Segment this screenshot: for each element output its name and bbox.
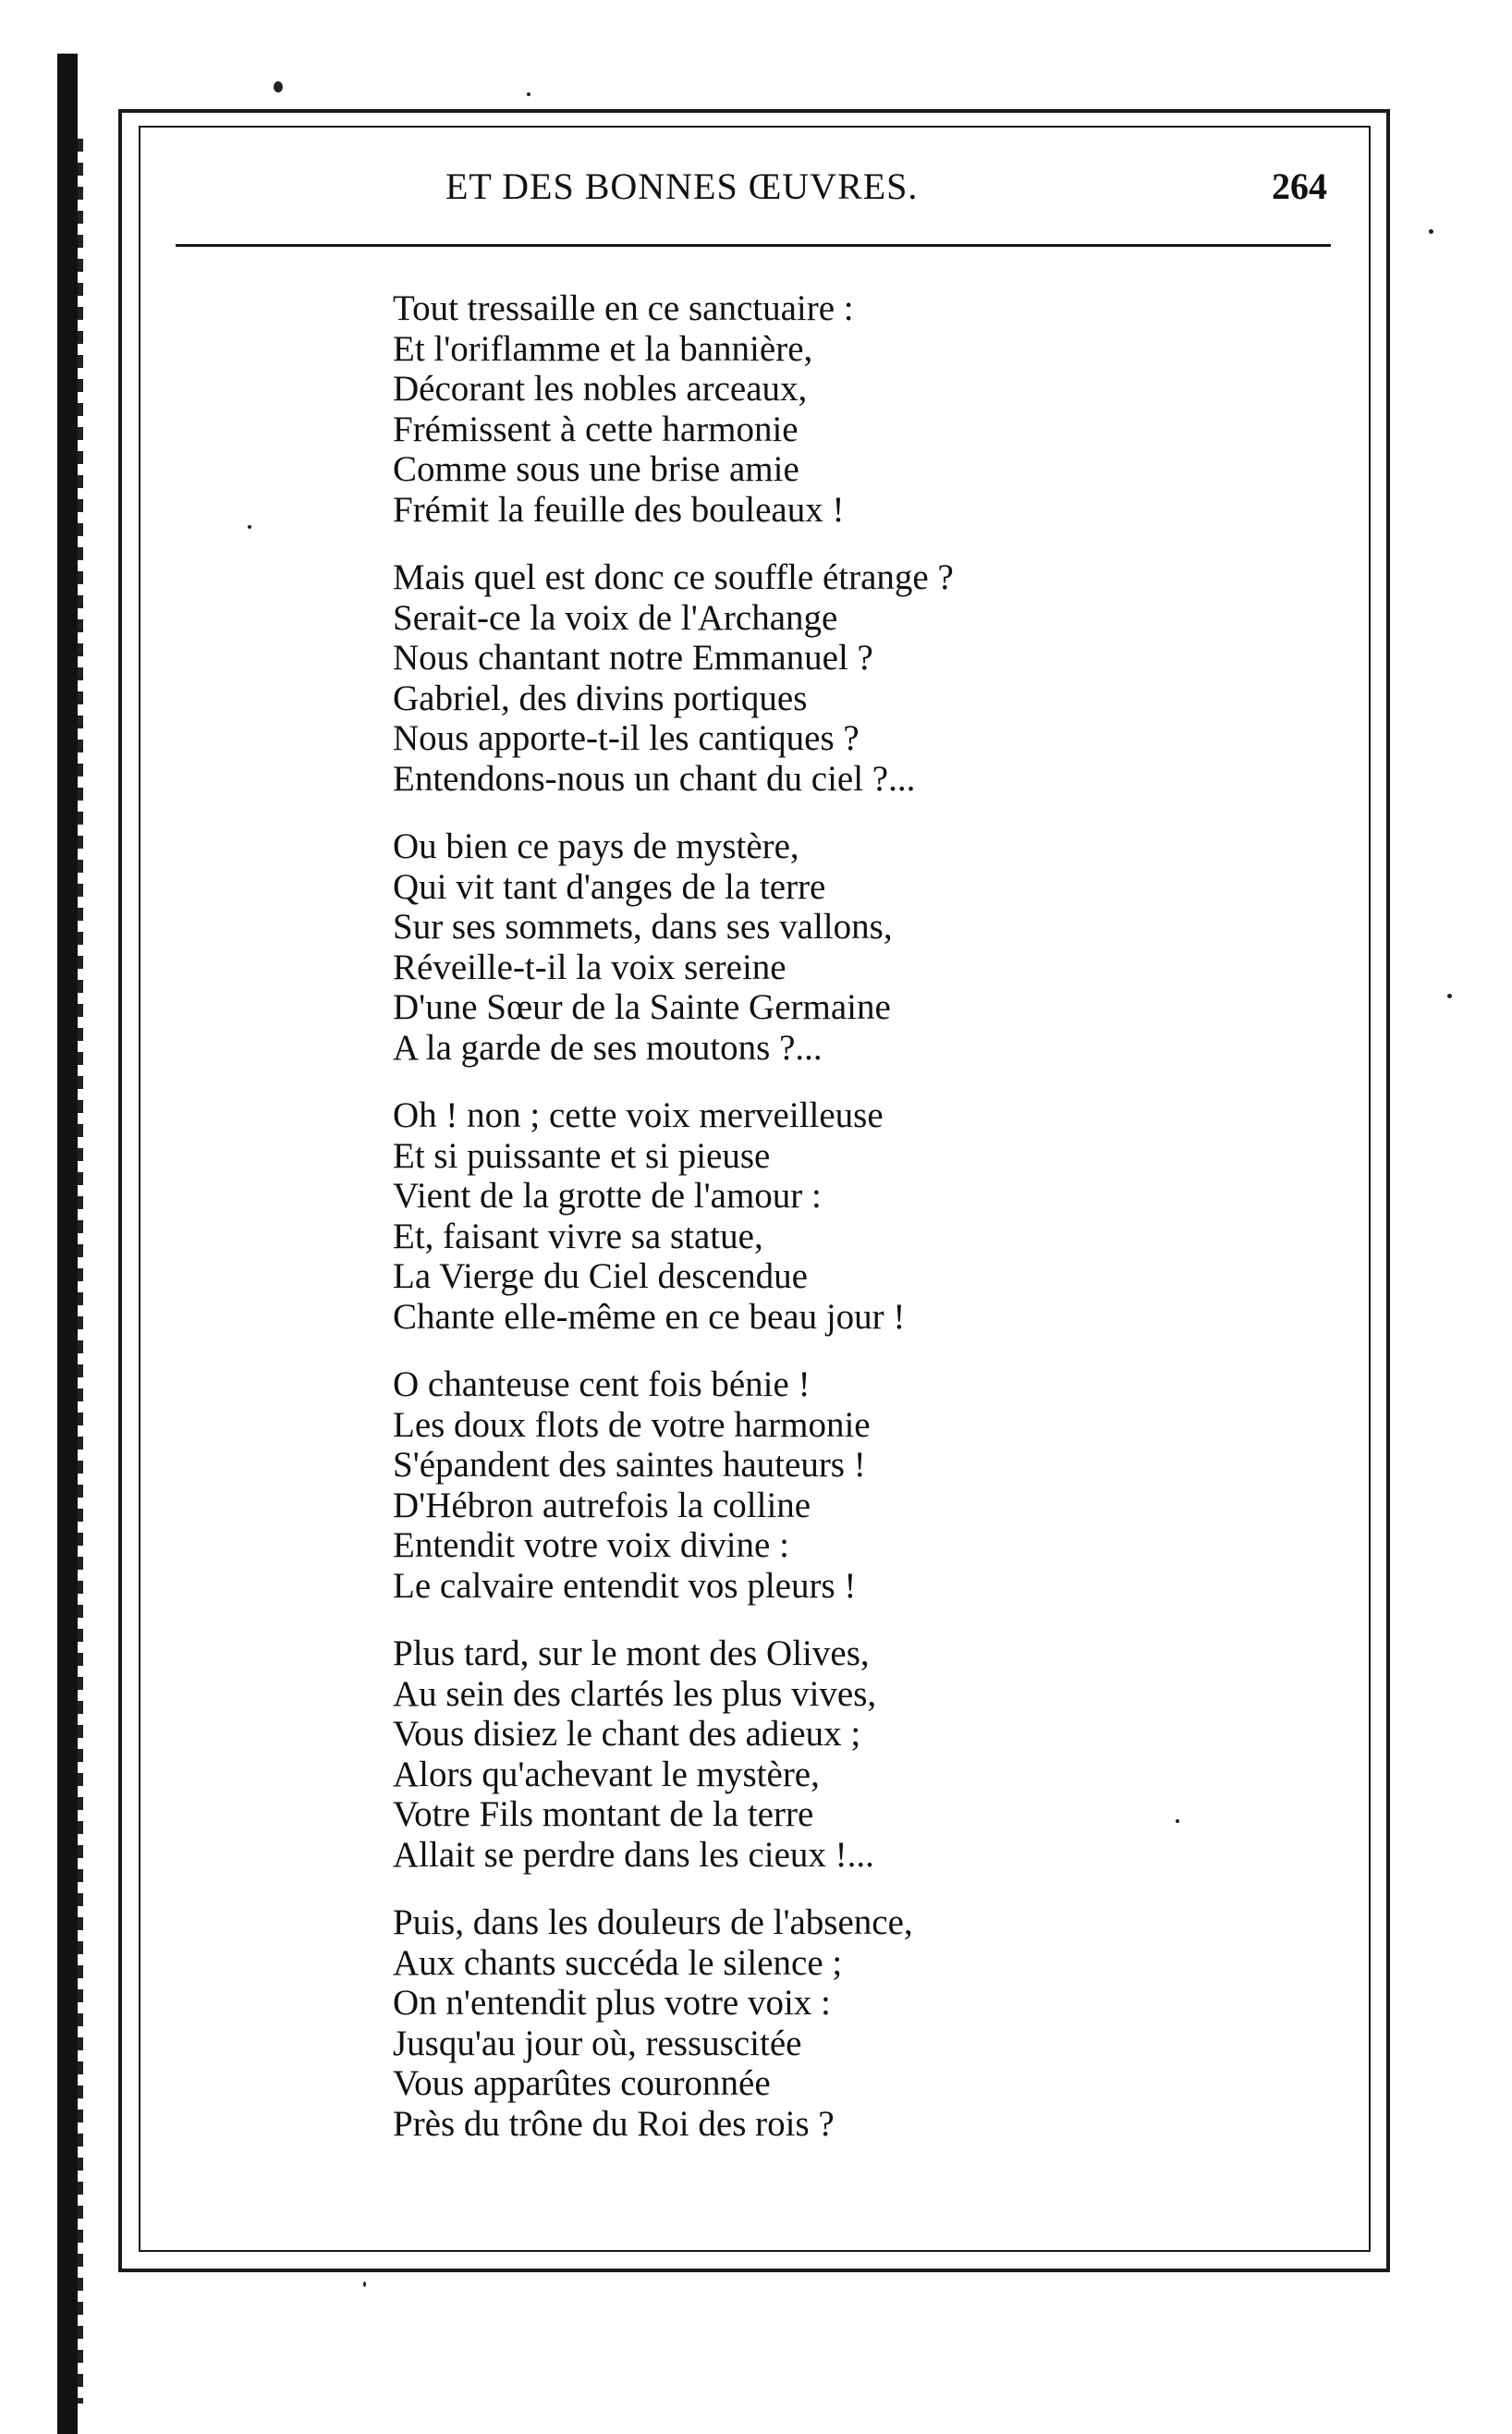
verse-line: Allait se perdre dans les cieux !...	[393, 1834, 874, 1875]
verse-line: Alors qu'achevant le mystère,	[393, 1754, 820, 1794]
stanza	[393, 288, 1280, 530]
verse-line: Puis, dans les douleurs de l'absence,	[393, 1902, 913, 1942]
page-binding-edge	[78, 139, 83, 2403]
verse-line: Sur ses sommets, dans ses vallons,	[393, 907, 893, 947]
verse-line: Ou bien ce pays de mystère,	[393, 826, 799, 866]
verse-line: Plus tard, sur le mont des Olives,	[393, 1633, 870, 1673]
verse-line: S'épandent des saintes hauteurs !	[393, 1445, 866, 1485]
verse-line: O chanteuse cent fois bénie !	[393, 1364, 811, 1404]
header-rule	[176, 244, 1331, 247]
verse-line: Qui vit tant d'anges de la terre	[393, 866, 826, 907]
scan-speck	[274, 81, 283, 92]
verse-line: Comme sous une brise amie	[393, 449, 799, 489]
stanza	[393, 1902, 1280, 2144]
verse-line: La Vierge du Ciel descendue	[393, 1256, 808, 1296]
verse-line: Vous apparûtes couronnée	[393, 2063, 771, 2103]
verse-line: Votre Fils montant de la terre	[393, 1794, 814, 1834]
verse-line: A la garde de ses moutons ?...	[393, 1027, 823, 1068]
verse-line: Près du trône du Roi des rois ?	[393, 2103, 835, 2144]
verse-line: Entendons-nous un chant du ciel ?...	[393, 758, 916, 799]
scan-speck	[1447, 994, 1452, 998]
verse-line: On n'entendit plus votre voix :	[393, 1983, 831, 2023]
verse-line: Frémit la feuille des bouleaux !	[393, 489, 845, 530]
scan-speck	[1176, 1819, 1179, 1823]
page-number: 264	[1272, 165, 1327, 207]
verse-line: Frémissent à cette harmonie	[393, 409, 799, 449]
scan-speck	[527, 92, 530, 96]
scan-speck	[248, 525, 251, 529]
verse-line: Et, faisant vivre sa statue,	[393, 1216, 763, 1256]
verse-line: Au sein des clartés les plus vives,	[393, 1673, 877, 1714]
stanza	[393, 1633, 1280, 1875]
page-binding-shadow	[57, 54, 78, 2434]
scan-speck	[363, 2281, 366, 2287]
verse-line: Chante elle-même en ce beau jour !	[393, 1296, 906, 1337]
verse-line: Vous disiez le chant des adieux ;	[393, 1714, 861, 1754]
verse-line: Et l'oriflamme et la bannière,	[393, 328, 813, 369]
verse-line: Les doux flots de votre harmonie	[393, 1404, 871, 1445]
verse-line: D'Hébron autrefois la colline	[393, 1485, 811, 1525]
running-title: ET DES BONNES ŒUVRES.	[445, 165, 919, 207]
verse-line: Aux chants succéda le silence ;	[393, 1942, 843, 1983]
stanza	[393, 557, 1280, 799]
verse-line: Mais quel est donc ce souffle étrange ?	[393, 557, 954, 597]
verse-line: Entendit votre voix divine :	[393, 1525, 789, 1565]
verse-line: Vient de la grotte de l'amour :	[393, 1176, 822, 1216]
verse-line: Serait-ce la voix de l'Archange	[393, 597, 838, 638]
verse-line: D'une Sœur de la Sainte Germaine	[393, 987, 891, 1027]
verse-line: Décorant les nobles arceaux,	[393, 369, 808, 409]
running-head	[176, 165, 1340, 220]
verse-line: Réveille-t-il la voix sereine	[393, 947, 786, 987]
verse-line: Tout tressaille en ce sanctuaire :	[393, 288, 854, 328]
stanza	[393, 1095, 1280, 1337]
verse-line: Gabriel, des divins portiques	[393, 678, 808, 718]
poem	[393, 288, 1280, 2171]
verse-line: Nous apporte-t-il les cantiques ?	[393, 718, 860, 758]
verse-line: Oh ! non ; cette voix merveilleuse	[393, 1095, 884, 1135]
scan-speck	[1429, 229, 1433, 234]
verse-line: Jusqu'au jour où, ressuscitée	[393, 2023, 802, 2063]
verse-line: Le calvaire entendit vos pleurs !	[393, 1565, 857, 1606]
verse-line: Nous chantant notre Emmanuel ?	[393, 638, 873, 678]
stanza	[393, 826, 1280, 1068]
verse-line: Et si puissante et si pieuse	[393, 1135, 771, 1176]
stanza	[393, 1364, 1280, 1606]
